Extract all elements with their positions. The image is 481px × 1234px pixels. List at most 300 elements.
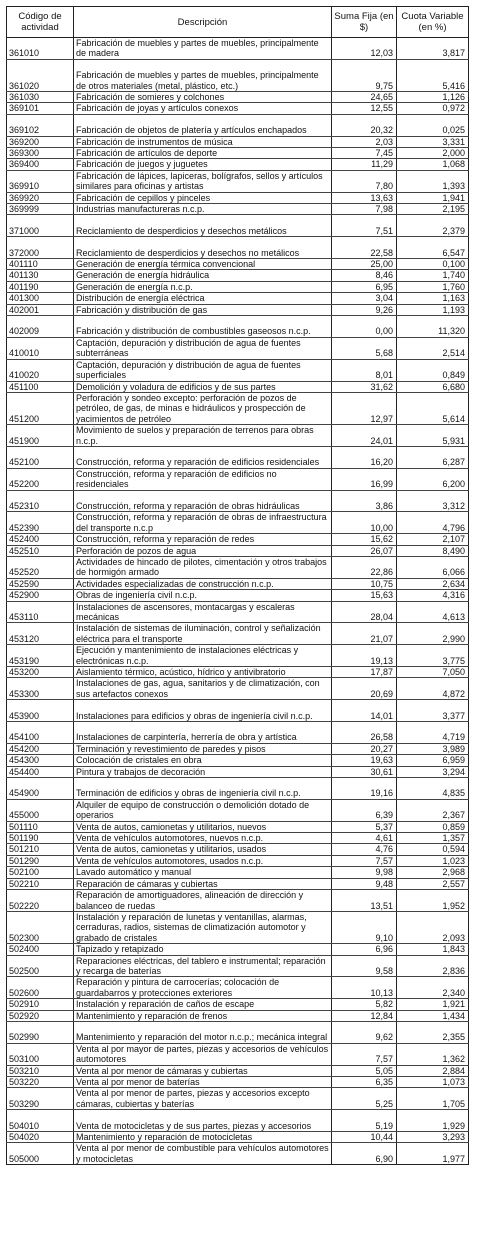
cuota-variable-value: 2,968 xyxy=(397,867,469,878)
table-row xyxy=(7,337,469,359)
activity-description: Venta al por mayor de partes, piezas y accesorios de vehículos automotores xyxy=(74,1043,332,1065)
activity-code: 369102 xyxy=(7,114,74,136)
cuota-variable-value: 1,362 xyxy=(397,1043,469,1065)
cuota-variable-value: 6,547 xyxy=(397,237,469,259)
suma-fija-value: 3,04 xyxy=(332,293,397,304)
activity-code: 361020 xyxy=(7,59,74,91)
table-row xyxy=(7,468,469,490)
suma-fija-value: 2,03 xyxy=(332,136,397,147)
table-row xyxy=(7,878,469,889)
suma-fija-value: 12,97 xyxy=(332,392,397,424)
suma-fija-value: 15,62 xyxy=(332,534,397,545)
cuota-variable-value: 2,355 xyxy=(397,1021,469,1043)
activity-description: Venta al por menor de combustible para vehículos automotores y motocicletas xyxy=(74,1143,332,1165)
suma-fija-value: 11,29 xyxy=(332,159,397,170)
table-body xyxy=(7,38,469,1165)
suma-fija-value: 28,04 xyxy=(332,601,397,623)
table-row xyxy=(7,944,469,955)
activity-description: Instalaciones para edificios y obras de ingeniería civil n.c.p. xyxy=(74,700,332,722)
activity-code: 401110 xyxy=(7,259,74,270)
activity-code: 452400 xyxy=(7,534,74,545)
activity-description: Fabricación de muebles y partes de muebles, principalmente de otros materiales (metal, plástico, etc.) xyxy=(74,59,332,91)
activity-description: Actividades de hincado de pilotes, cimentación y otros trabajos de hormigón armado xyxy=(74,556,332,578)
cuota-variable-value: 0,972 xyxy=(397,103,469,114)
table-row xyxy=(7,114,469,136)
activity-code: 361030 xyxy=(7,92,74,103)
table-row xyxy=(7,890,469,912)
table-row xyxy=(7,556,469,578)
table-row xyxy=(7,999,469,1010)
table-row xyxy=(7,799,469,821)
suma-fija-value: 5,19 xyxy=(332,1110,397,1132)
activity-code: 454200 xyxy=(7,743,74,754)
table-row xyxy=(7,170,469,192)
cuota-variable-value: 6,200 xyxy=(397,468,469,490)
suma-fija-value: 12,03 xyxy=(332,38,397,60)
activity-description: Venta al por menor de baterías xyxy=(74,1077,332,1088)
activity-description: Instalación y reparación de lunetas y ventanillas, alarmas, cerraduras, radios, sistemas de climatización automotor y grabado de cristales xyxy=(74,911,332,943)
activity-code: 455000 xyxy=(7,799,74,821)
cuota-variable-value: 2,000 xyxy=(397,148,469,159)
suma-fija-value: 25,00 xyxy=(332,259,397,270)
table-row xyxy=(7,1021,469,1043)
table-row xyxy=(7,92,469,103)
activity-code: 502600 xyxy=(7,977,74,999)
suma-fija-value: 10,75 xyxy=(332,578,397,589)
suma-fija-value: 20,32 xyxy=(332,114,397,136)
activity-description: Tapizado y retapizado xyxy=(74,944,332,955)
cuota-variable-value: 1,073 xyxy=(397,1077,469,1088)
activity-code: 453110 xyxy=(7,601,74,623)
activity-description: Terminación de edificios y obras de ingeniería civil n.c.p. xyxy=(74,778,332,800)
cuota-variable-value: 2,195 xyxy=(397,204,469,215)
suma-fija-value: 7,57 xyxy=(332,1043,397,1065)
cuota-variable-value: 3,377 xyxy=(397,700,469,722)
table-row xyxy=(7,545,469,556)
cuota-variable-value: 1,705 xyxy=(397,1088,469,1110)
table-row xyxy=(7,1110,469,1132)
activity-description: Generación de energía n.c.p. xyxy=(74,281,332,292)
cuota-variable-value: 4,316 xyxy=(397,590,469,601)
cuota-variable-value: 0,849 xyxy=(397,359,469,381)
activity-description: Obras de ingeniería civil n.c.p. xyxy=(74,590,332,601)
activity-code: 504010 xyxy=(7,1110,74,1132)
activity-code: 452590 xyxy=(7,578,74,589)
activity-description: Captación, depuración y distribución de agua de fuentes subterráneas xyxy=(74,337,332,359)
suma-fija-value: 8,01 xyxy=(332,359,397,381)
cuota-variable-value: 1,929 xyxy=(397,1110,469,1132)
suma-fija-value: 6,39 xyxy=(332,799,397,821)
suma-fija-value: 0,00 xyxy=(332,316,397,338)
suma-fija-value: 6,35 xyxy=(332,1077,397,1088)
suma-fija-value: 9,48 xyxy=(332,878,397,889)
table-row xyxy=(7,490,469,512)
table-row xyxy=(7,192,469,203)
activity-description: Construcción, reforma y reparación de obras de infraestructura del transporte n.c.p xyxy=(74,512,332,534)
cuota-variable-value: 1,434 xyxy=(397,1010,469,1021)
activity-code: 453190 xyxy=(7,645,74,667)
cuota-variable-value: 1,921 xyxy=(397,999,469,1010)
activity-code: 369999 xyxy=(7,204,74,215)
table-row xyxy=(7,821,469,832)
activity-description: Mantenimiento y reparación del motor n.c.p.; mecánica integral xyxy=(74,1021,332,1043)
suma-fija-value: 9,98 xyxy=(332,867,397,878)
suma-fija-value: 22,58 xyxy=(332,237,397,259)
cuota-variable-value: 2,107 xyxy=(397,534,469,545)
cuota-variable-value: 3,293 xyxy=(397,1132,469,1143)
activity-code: 453120 xyxy=(7,623,74,645)
activity-description: Alquiler de equipo de construcción o demolición dotado de operarios xyxy=(74,799,332,821)
suma-fija-value: 10,44 xyxy=(332,1132,397,1143)
suma-fija-value: 19,63 xyxy=(332,755,397,766)
table-row xyxy=(7,237,469,259)
suma-fija-value: 20,69 xyxy=(332,678,397,700)
activity-code: 454400 xyxy=(7,766,74,777)
table-row xyxy=(7,359,469,381)
activity-code: 454100 xyxy=(7,722,74,744)
suma-fija-value: 5,05 xyxy=(332,1065,397,1076)
table-row xyxy=(7,215,469,237)
table-row xyxy=(7,148,469,159)
suma-fija-value: 8,46 xyxy=(332,270,397,281)
activity-description: Colocación de cristales en obra xyxy=(74,755,332,766)
table-row xyxy=(7,446,469,468)
activity-code: 402009 xyxy=(7,316,74,338)
suma-fija-value: 9,75 xyxy=(332,59,397,91)
cuota-variable-value: 3,817 xyxy=(397,38,469,60)
cuota-variable-value: 0,025 xyxy=(397,114,469,136)
cuota-variable-value: 1,126 xyxy=(397,92,469,103)
activity-code: 452100 xyxy=(7,446,74,468)
activity-description: Venta de motocicletas y de sus partes, piezas y accesorios xyxy=(74,1110,332,1132)
suma-fija-value: 5,25 xyxy=(332,1088,397,1110)
activity-description: Instalaciones de gas, agua, sanitarios y de climatización, con sus artefactos conexos xyxy=(74,678,332,700)
cuota-variable-value: 2,836 xyxy=(397,955,469,977)
suma-fija-value: 10,13 xyxy=(332,977,397,999)
header-codigo: Código de actividad xyxy=(7,7,74,38)
activity-code: 502400 xyxy=(7,944,74,955)
activity-description: Instalación y reparación de caños de escape xyxy=(74,999,332,1010)
cuota-variable-value: 7,050 xyxy=(397,667,469,678)
table-row xyxy=(7,1043,469,1065)
activity-description: Movimiento de suelos y preparación de terrenos para obras n.c.p. xyxy=(74,425,332,447)
table-row xyxy=(7,700,469,722)
suma-fija-value: 24,01 xyxy=(332,425,397,447)
table-row xyxy=(7,844,469,855)
activity-code: 410020 xyxy=(7,359,74,381)
suma-fija-value: 16,20 xyxy=(332,446,397,468)
activity-code: 401190 xyxy=(7,281,74,292)
suma-fija-value: 6,96 xyxy=(332,944,397,955)
table-row xyxy=(7,766,469,777)
activity-code: 369101 xyxy=(7,103,74,114)
suma-fija-value: 7,57 xyxy=(332,855,397,866)
activity-description: Actividades especializadas de construcción n.c.p. xyxy=(74,578,332,589)
cuota-variable-value: 2,093 xyxy=(397,911,469,943)
activity-description: Captación, depuración y distribución de agua de fuentes superficiales xyxy=(74,359,332,381)
suma-fija-value: 7,98 xyxy=(332,204,397,215)
cuota-variable-value: 2,557 xyxy=(397,878,469,889)
activity-description: Ejecución y mantenimiento de instalaciones eléctricas y electrónicas n.c.p. xyxy=(74,645,332,667)
activity-description: Venta al por menor de cámaras y cubiertas xyxy=(74,1065,332,1076)
activity-description: Mantenimiento y reparación de frenos xyxy=(74,1010,332,1021)
activity-description: Instalaciones de carpintería, herrería de obra y artística xyxy=(74,722,332,744)
activity-description: Construcción, reforma y reparación de redes xyxy=(74,534,332,545)
suma-fija-value: 5,68 xyxy=(332,337,397,359)
cuota-variable-value: 3,775 xyxy=(397,645,469,667)
table-row xyxy=(7,392,469,424)
table-row xyxy=(7,381,469,392)
cuota-variable-value: 3,331 xyxy=(397,136,469,147)
cuota-variable-value: 5,931 xyxy=(397,425,469,447)
header-descripcion: Descripción xyxy=(74,7,332,38)
table-row xyxy=(7,316,469,338)
suma-fija-value: 31,62 xyxy=(332,381,397,392)
activity-code: 503210 xyxy=(7,1065,74,1076)
table-row xyxy=(7,270,469,281)
table-row xyxy=(7,623,469,645)
cuota-variable-value: 1,952 xyxy=(397,890,469,912)
activity-code: 501290 xyxy=(7,855,74,866)
activity-code: 502300 xyxy=(7,911,74,943)
cuota-variable-value: 1,068 xyxy=(397,159,469,170)
table-row xyxy=(7,1010,469,1021)
suma-fija-value: 3,86 xyxy=(332,490,397,512)
cuota-variable-value: 6,287 xyxy=(397,446,469,468)
suma-fija-value: 26,58 xyxy=(332,722,397,744)
header-cuota-variable: Cuota Variable (en %) xyxy=(397,7,469,38)
activity-code: 401130 xyxy=(7,270,74,281)
header-suma-fija: Suma Fija (en $) xyxy=(332,7,397,38)
cuota-variable-value: 0,594 xyxy=(397,844,469,855)
activity-code: 504020 xyxy=(7,1132,74,1143)
table-row xyxy=(7,743,469,754)
activity-description: Fabricación de muebles y partes de muebles, principalmente de madera xyxy=(74,38,332,60)
suma-fija-value: 19,13 xyxy=(332,645,397,667)
activity-code: 502500 xyxy=(7,955,74,977)
table-row xyxy=(7,722,469,744)
table-row xyxy=(7,159,469,170)
suma-fija-value: 21,07 xyxy=(332,623,397,645)
activity-description: Mantenimiento y reparación de motocicletas xyxy=(74,1132,332,1143)
activity-code: 502920 xyxy=(7,1010,74,1021)
activity-description: Venta de autos, camionetas y utilitarios, nuevos xyxy=(74,821,332,832)
cuota-variable-value: 3,294 xyxy=(397,766,469,777)
activity-description: Venta al por menor de partes, piezas y accesorios excepto cámaras, cubiertas y baterías xyxy=(74,1088,332,1110)
suma-fija-value: 12,55 xyxy=(332,103,397,114)
activity-description: Fabricación y distribución de combustibles gaseosos n.c.p. xyxy=(74,316,332,338)
activity-code: 503100 xyxy=(7,1043,74,1065)
cuota-variable-value: 2,379 xyxy=(397,215,469,237)
activity-description: Construcción, reforma y reparación de edificios residenciales xyxy=(74,446,332,468)
activity-code: 502990 xyxy=(7,1021,74,1043)
activity-description: Construcción, reforma y reparación de edificios no residenciales xyxy=(74,468,332,490)
activity-description: Perforación y sondeo excepto: perforación de pozos de petróleo, de gas, de minas e hidráulicos y prospección de yacimientos de petróleo xyxy=(74,392,332,424)
activity-description: Fabricación de joyas y artículos conexos xyxy=(74,103,332,114)
activity-code: 369400 xyxy=(7,159,74,170)
suma-fija-value: 20,27 xyxy=(332,743,397,754)
table-row xyxy=(7,1077,469,1088)
activity-code: 503220 xyxy=(7,1077,74,1088)
cuota-variable-value: 0,100 xyxy=(397,259,469,270)
activity-code: 401300 xyxy=(7,293,74,304)
cuota-variable-value: 2,990 xyxy=(397,623,469,645)
table-row xyxy=(7,204,469,215)
activity-description: Fabricación de juegos y juguetes xyxy=(74,159,332,170)
table-row xyxy=(7,911,469,943)
activity-description: Perforación de pozos de agua xyxy=(74,545,332,556)
suma-fija-value: 7,45 xyxy=(332,148,397,159)
suma-fija-value: 9,10 xyxy=(332,911,397,943)
activity-code: 451200 xyxy=(7,392,74,424)
activity-code: 454300 xyxy=(7,755,74,766)
activity-code: 451100 xyxy=(7,381,74,392)
cuota-variable-value: 4,872 xyxy=(397,678,469,700)
suma-fija-value: 13,63 xyxy=(332,192,397,203)
cuota-variable-value: 11,320 xyxy=(397,316,469,338)
activity-code: 451900 xyxy=(7,425,74,447)
suma-fija-value: 5,82 xyxy=(332,999,397,1010)
activity-rates-table xyxy=(6,6,469,1165)
table-row xyxy=(7,512,469,534)
cuota-variable-value: 3,312 xyxy=(397,490,469,512)
suma-fija-value: 5,37 xyxy=(332,821,397,832)
cuota-variable-value: 1,843 xyxy=(397,944,469,955)
suma-fija-value: 16,99 xyxy=(332,468,397,490)
activity-description: Fabricación y distribución de gas xyxy=(74,304,332,315)
activity-code: 453200 xyxy=(7,667,74,678)
suma-fija-value: 22,86 xyxy=(332,556,397,578)
activity-code: 501210 xyxy=(7,844,74,855)
activity-description: Terminación y revestimiento de paredes y pisos xyxy=(74,743,332,754)
table-row xyxy=(7,1065,469,1076)
activity-code: 372000 xyxy=(7,237,74,259)
activity-description: Reparación de amortiguadores, alineación de dirección y balanceo de ruedas xyxy=(74,890,332,912)
table-row xyxy=(7,103,469,114)
cuota-variable-value: 1,163 xyxy=(397,293,469,304)
activity-description: Fabricación de instrumentos de música xyxy=(74,136,332,147)
table-row xyxy=(7,867,469,878)
cuota-variable-value: 3,989 xyxy=(397,743,469,754)
table-row xyxy=(7,59,469,91)
table-row xyxy=(7,855,469,866)
activity-description: Fabricación de lápices, lapiceras, bolígrafos, sellos y artículos similares para oficinas y artistas xyxy=(74,170,332,192)
suma-fija-value: 17,87 xyxy=(332,667,397,678)
header-row xyxy=(7,7,469,38)
activity-code: 402001 xyxy=(7,304,74,315)
suma-fija-value: 7,80 xyxy=(332,170,397,192)
activity-code: 502210 xyxy=(7,878,74,889)
cuota-variable-value: 2,367 xyxy=(397,799,469,821)
suma-fija-value: 13,51 xyxy=(332,890,397,912)
table-row xyxy=(7,578,469,589)
cuota-variable-value: 4,796 xyxy=(397,512,469,534)
cuota-variable-value: 5,416 xyxy=(397,59,469,91)
activity-rates-document xyxy=(6,6,468,1165)
cuota-variable-value: 6,680 xyxy=(397,381,469,392)
activity-description: Generación de energía térmica convencional xyxy=(74,259,332,270)
table-row xyxy=(7,259,469,270)
activity-description: Venta de autos, camionetas y utilitarios, usados xyxy=(74,844,332,855)
activity-description: Construcción, reforma y reparación de obras hidráulicas xyxy=(74,490,332,512)
activity-description: Aislamiento térmico, acústico, hídrico y antivibratorio xyxy=(74,667,332,678)
activity-code: 369200 xyxy=(7,136,74,147)
activity-description: Venta de vehículos automotores, nuevos n.c.p. xyxy=(74,833,332,844)
cuota-variable-value: 2,634 xyxy=(397,578,469,589)
cuota-variable-value: 6,066 xyxy=(397,556,469,578)
suma-fija-value: 9,58 xyxy=(332,955,397,977)
table-row xyxy=(7,1132,469,1143)
table-row xyxy=(7,425,469,447)
table-row xyxy=(7,678,469,700)
suma-fija-value: 15,63 xyxy=(332,590,397,601)
table-row xyxy=(7,755,469,766)
activity-description: Instalaciones de ascensores, montacargas y escaleras mecánicas xyxy=(74,601,332,623)
table-row xyxy=(7,1143,469,1165)
activity-description: Distribución de energía eléctrica xyxy=(74,293,332,304)
activity-code: 452200 xyxy=(7,468,74,490)
cuota-variable-value: 6,959 xyxy=(397,755,469,766)
activity-code: 369910 xyxy=(7,170,74,192)
activity-code: 452390 xyxy=(7,512,74,534)
table-row xyxy=(7,534,469,545)
activity-code: 452520 xyxy=(7,556,74,578)
table-row xyxy=(7,667,469,678)
table-row xyxy=(7,38,469,60)
cuota-variable-value: 2,340 xyxy=(397,977,469,999)
suma-fija-value: 30,61 xyxy=(332,766,397,777)
cuota-variable-value: 2,884 xyxy=(397,1065,469,1076)
activity-description: Generación de energía hidráulica xyxy=(74,270,332,281)
table-row xyxy=(7,293,469,304)
cuota-variable-value: 1,760 xyxy=(397,281,469,292)
activity-code: 501190 xyxy=(7,833,74,844)
cuota-variable-value: 4,719 xyxy=(397,722,469,744)
table-row xyxy=(7,590,469,601)
activity-code: 502220 xyxy=(7,890,74,912)
activity-description: Fabricación de somieres y colchones xyxy=(74,92,332,103)
activity-code: 361010 xyxy=(7,38,74,60)
suma-fija-value: 6,95 xyxy=(332,281,397,292)
activity-description: Reparaciones eléctricas, del tablero e instrumental; reparación y recarga de baterías xyxy=(74,955,332,977)
activity-description: Fabricación de objetos de platería y artículos enchapados xyxy=(74,114,332,136)
activity-description: Lavado automático y manual xyxy=(74,867,332,878)
suma-fija-value: 7,51 xyxy=(332,215,397,237)
suma-fija-value: 24,65 xyxy=(332,92,397,103)
activity-description: Reparación y pintura de carrocerías; colocación de guardabarros y protecciones exteriores xyxy=(74,977,332,999)
table-row xyxy=(7,833,469,844)
table-header xyxy=(7,7,469,38)
table-row xyxy=(7,977,469,999)
activity-description: Reciclamiento de desperdicios y desechos no metálicos xyxy=(74,237,332,259)
cuota-variable-value: 1,941 xyxy=(397,192,469,203)
cuota-variable-value: 8,490 xyxy=(397,545,469,556)
activity-description: Industrias manufactureras n.c.p. xyxy=(74,204,332,215)
suma-fija-value: 10,00 xyxy=(332,512,397,534)
cuota-variable-value: 1,193 xyxy=(397,304,469,315)
cuota-variable-value: 4,613 xyxy=(397,601,469,623)
suma-fija-value: 9,62 xyxy=(332,1021,397,1043)
cuota-variable-value: 1,023 xyxy=(397,855,469,866)
activity-code: 502910 xyxy=(7,999,74,1010)
activity-description: Reparación de cámaras y cubiertas xyxy=(74,878,332,889)
activity-description: Reciclamiento de desperdicios y desechos metálicos xyxy=(74,215,332,237)
suma-fija-value: 12,84 xyxy=(332,1010,397,1021)
suma-fija-value: 6,90 xyxy=(332,1143,397,1165)
cuota-variable-value: 1,740 xyxy=(397,270,469,281)
activity-code: 502100 xyxy=(7,867,74,878)
activity-code: 501110 xyxy=(7,821,74,832)
